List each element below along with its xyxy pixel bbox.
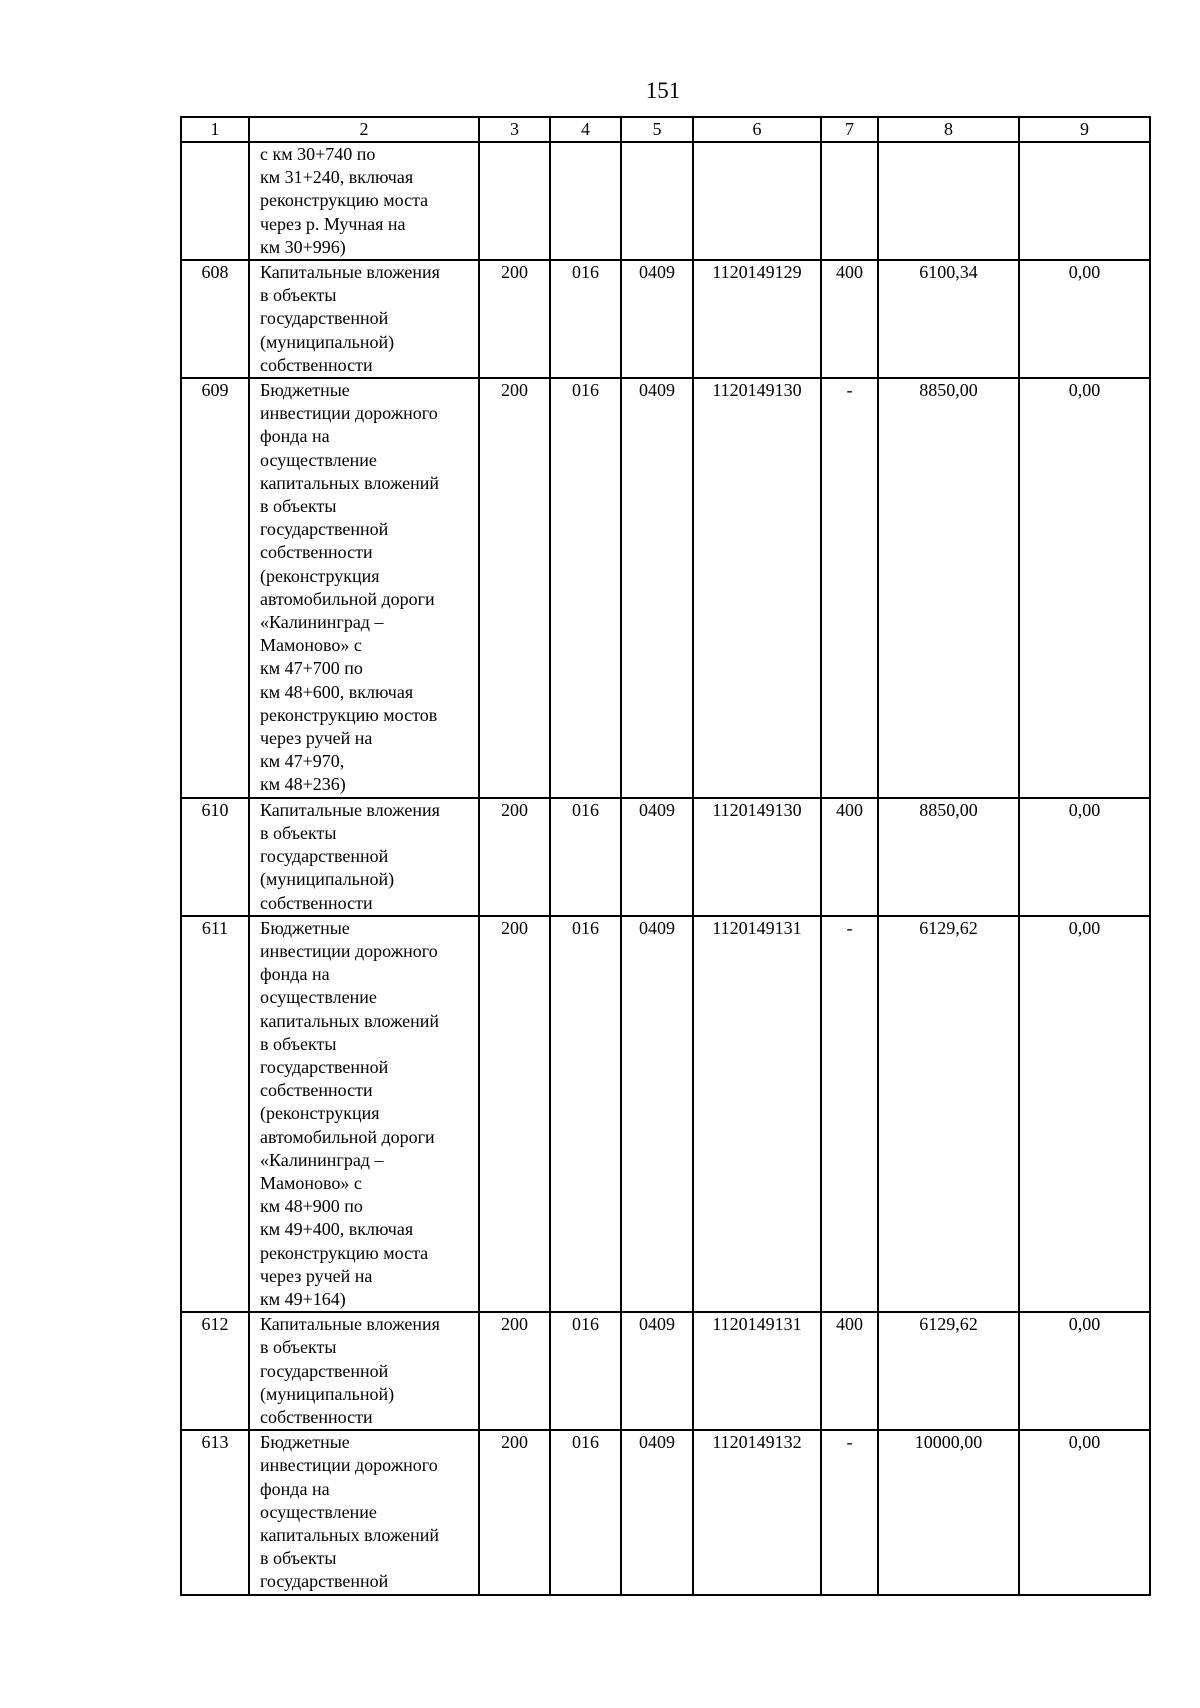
cell-col9: 0,00: [1019, 1430, 1150, 1594]
row-description: Капитальные вложения в объекты государственной (муниципальной) собственности: [249, 1312, 479, 1430]
cell-col7: -: [821, 378, 878, 798]
cell-col4: 016: [550, 1430, 621, 1594]
cell-col6: 1120149132: [693, 1430, 821, 1594]
cell-col7: 400: [821, 798, 878, 916]
cell-col5: 0409: [621, 260, 693, 378]
row-description: Капитальные вложения в объекты государственной (муниципальной) собственности: [249, 798, 479, 916]
cell-col7: 400: [821, 260, 878, 378]
cell-col4: 016: [550, 260, 621, 378]
cell-col6: 1120149131: [693, 1312, 821, 1430]
row-description: Бюджетные инвестиции дорожного фонда на осуществление капитальных вложений в объекты государственной: [249, 1430, 479, 1594]
cell-col5: 0409: [621, 798, 693, 916]
cell-col7: [821, 142, 878, 260]
cell-col4: 016: [550, 1312, 621, 1430]
row-description: Капитальные вложения в объекты государственной (муниципальной) собственности: [249, 260, 479, 378]
cell-col9: [1019, 142, 1150, 260]
cell-col3: 200: [479, 1312, 550, 1430]
table-row: [181, 260, 1150, 378]
cell-col6: 1120149130: [693, 378, 821, 798]
cell-col4: 016: [550, 378, 621, 798]
cell-col6: 1120149131: [693, 916, 821, 1312]
cell-col6: 1120149130: [693, 798, 821, 916]
cell-col9: 0,00: [1019, 378, 1150, 798]
cell-col9: 0,00: [1019, 260, 1150, 378]
table-row: [181, 142, 1150, 260]
budget-table: [180, 116, 1151, 1596]
col-header-4: 4: [550, 117, 621, 142]
col-header-3: 3: [479, 117, 550, 142]
cell-col5: 0409: [621, 1312, 693, 1430]
cell-col4: [550, 142, 621, 260]
row-number: 608: [181, 260, 249, 378]
cell-col6: 1120149129: [693, 260, 821, 378]
row-number: 609: [181, 378, 249, 798]
header-row: [181, 117, 1150, 142]
row-number: 613: [181, 1430, 249, 1594]
cell-col3: 200: [479, 916, 550, 1312]
cell-col8: 10000,00: [878, 1430, 1019, 1594]
cell-col8: 6129,62: [878, 916, 1019, 1312]
cell-col8: [878, 142, 1019, 260]
row-description: Бюджетные инвестиции дорожного фонда на осуществление капитальных вложений в объекты государственной собственности (реконструкция автомобильной дороги «Калининград – Мамоново» с км 48+900 по км 49+400, включая реконструкцию моста через ручей на км 49+164): [249, 916, 479, 1312]
cell-col8: 6129,62: [878, 1312, 1019, 1430]
cell-col4: 016: [550, 916, 621, 1312]
col-header-1: 1: [181, 117, 249, 142]
cell-col7: -: [821, 916, 878, 1312]
cell-col5: 0409: [621, 916, 693, 1312]
cell-col5: 0409: [621, 378, 693, 798]
col-header-5: 5: [621, 117, 693, 142]
table-row: [181, 1430, 1150, 1594]
cell-col6: [693, 142, 821, 260]
col-header-8: 8: [878, 117, 1019, 142]
table-row: [181, 378, 1150, 798]
cell-col9: 0,00: [1019, 1312, 1150, 1430]
cell-col5: 0409: [621, 1430, 693, 1594]
cell-col5: [621, 142, 693, 260]
cell-col3: 200: [479, 260, 550, 378]
cell-col3: 200: [479, 798, 550, 916]
row-number: 610: [181, 798, 249, 916]
cell-col9: 0,00: [1019, 916, 1150, 1312]
cell-col9: 0,00: [1019, 798, 1150, 916]
cell-col3: 200: [479, 378, 550, 798]
row-description: Бюджетные инвестиции дорожного фонда на осуществление капитальных вложений в объекты государственной собственности (реконструкция автомобильной дороги «Калининград – Мамоново» с км 47+700 по км 48+600, включая реконструкцию мостов через ручей на км 47+970, км 48+236): [249, 378, 479, 798]
cell-col7: -: [821, 1430, 878, 1594]
col-header-7: 7: [821, 117, 878, 142]
row-description: с км 30+740 по км 31+240, включая реконструкцию моста через р. Мучная на км 30+996): [249, 142, 479, 260]
cell-col8: 8850,00: [878, 378, 1019, 798]
table-row: [181, 1312, 1150, 1430]
cell-col8: 8850,00: [878, 798, 1019, 916]
table-row: [181, 916, 1150, 1312]
col-header-6: 6: [693, 117, 821, 142]
cell-col3: 200: [479, 1430, 550, 1594]
page-number: 151: [645, 78, 681, 103]
col-header-9: 9: [1019, 117, 1150, 142]
cell-col3: [479, 142, 550, 260]
cell-col7: 400: [821, 1312, 878, 1430]
cell-col8: 6100,34: [878, 260, 1019, 378]
col-header-2: 2: [249, 117, 479, 142]
row-number: 611: [181, 916, 249, 1312]
row-number: [181, 142, 249, 260]
table-row: [181, 798, 1150, 916]
row-number: 612: [181, 1312, 249, 1430]
cell-col4: 016: [550, 798, 621, 916]
